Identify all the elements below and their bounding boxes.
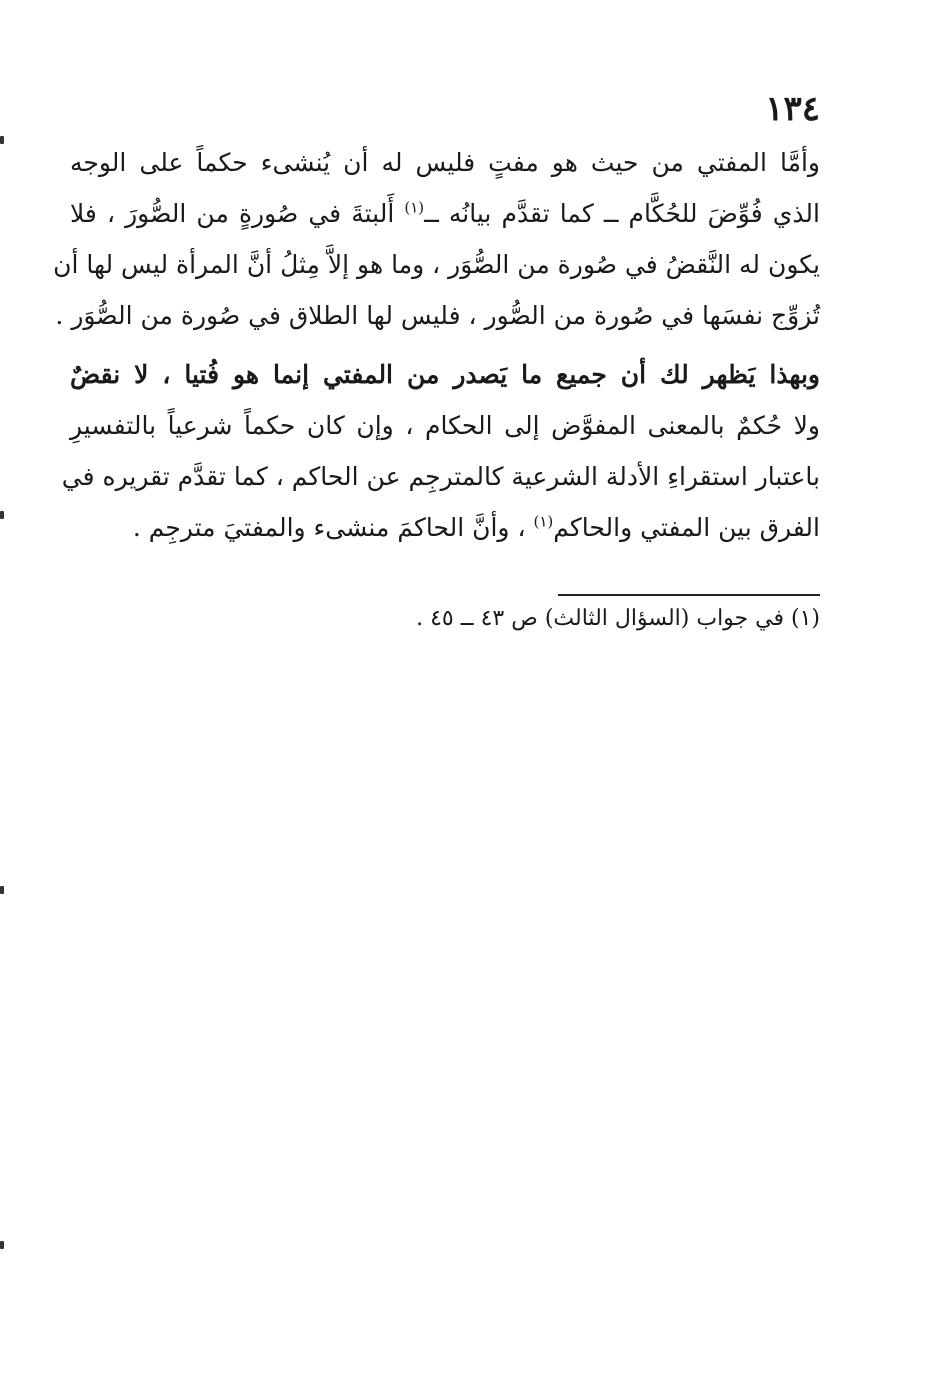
page-number: ١٣٤ bbox=[765, 89, 820, 129]
paragraph-2-line-3: باعتبار استقراءِ الأدلة الشرعية كالمترجِم عن الحاكم ، كما تقدَّم تقريره في bbox=[61, 462, 820, 491]
scan-edge-mark bbox=[0, 886, 4, 894]
footnote-reference: (١) bbox=[533, 512, 554, 531]
paragraph-2-line-4-part-a: الفرق بين المفتي والحاكم bbox=[553, 513, 820, 542]
scan-edge-mark bbox=[0, 136, 4, 144]
paragraph-1-line-2-part-a: الذي فُوِّضَ للحُكَّام ــ كما تقدَّم بيانُه ــ bbox=[424, 199, 820, 228]
footnote-reference: (١) bbox=[404, 198, 425, 217]
paragraph-1-line-4: تُزوِّج نفسَها في صُورة من الصُّور ، فليس لها الطلاق في صُورة من الصُّوَر . bbox=[55, 301, 820, 330]
paragraph-1-line-3: يكون له النَّقضُ في صُورة من الصُّوَر ، وما هو إلاَّ مِثلُ أنَّ المرأة ليس لها أن bbox=[53, 250, 820, 279]
paragraph-2-line-4-part-b: ، وأنَّ الحاكمَ منشىء والمفتيَ مترجِم . bbox=[132, 513, 534, 542]
footnote-separator bbox=[558, 594, 820, 596]
paragraph-1-line-1: وأمَّا المفتي من حيث هو مفتٍ فليس له أن يُنشىء حكماً على الوجه bbox=[70, 148, 820, 177]
footnote: (١) في جواب (السؤال الثالث) ص ٤٣ ــ ٤٥ . bbox=[416, 606, 820, 631]
paragraph-2-line-4 bbox=[70, 512, 820, 542]
paragraph-2-line-1: وبهذا يَظهر لك أن جميع ما يَصدر من المفتي إنما هو فُتيا ، لا نقضٌ bbox=[70, 360, 820, 389]
scan-edge-mark bbox=[0, 1241, 4, 1249]
paragraph-2-line-2: ولا حُكمٌ بالمعنى المفوَّض إلى الحكام ، وإن كان حكماً شرعياً بالتفسيرِ bbox=[70, 411, 820, 440]
scan-edge-mark bbox=[0, 511, 4, 519]
paragraph-1-line-2-part-b: أَلبتةَ في صُورةٍ من الصُّورَ ، فلا bbox=[70, 199, 395, 228]
paragraph-1-line-2 bbox=[70, 198, 820, 228]
